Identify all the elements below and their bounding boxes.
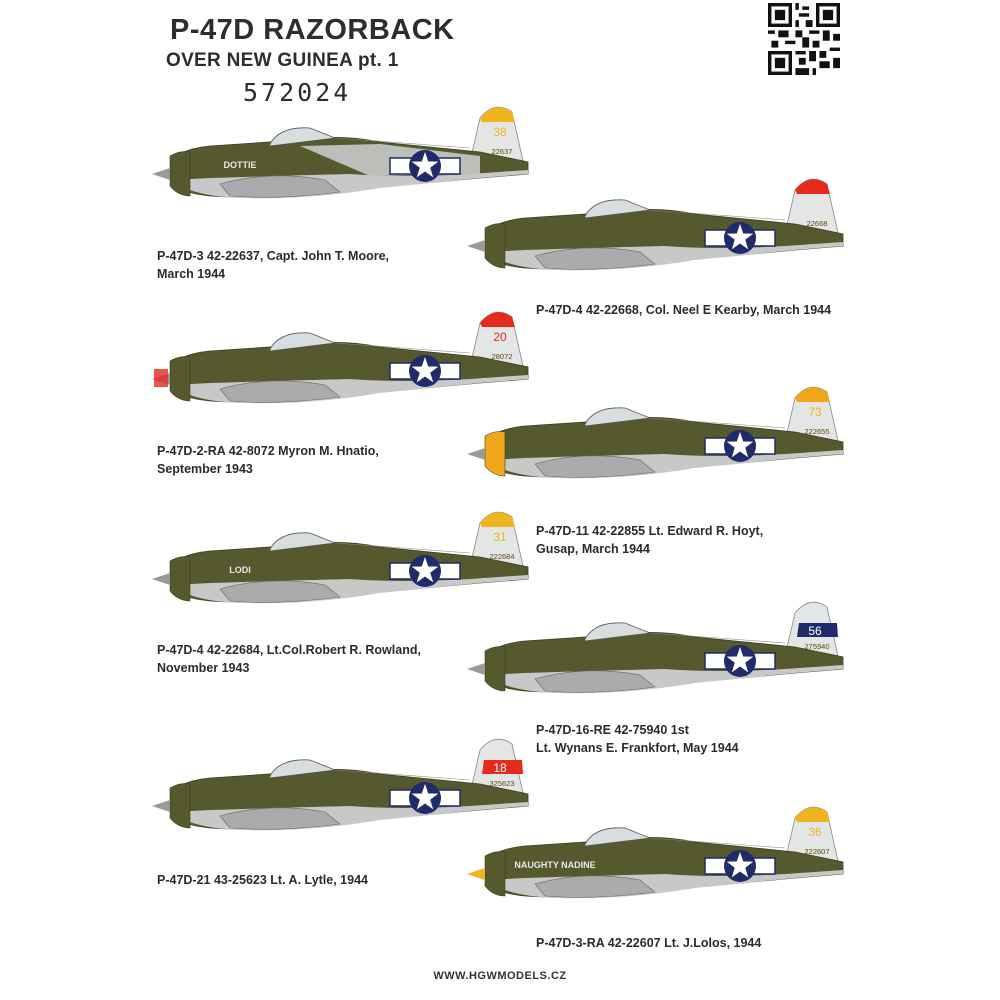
tail-serial: 222655 (804, 427, 830, 436)
cowling (170, 557, 190, 602)
propeller-spinner (152, 168, 170, 180)
nose-art-text: LODI (229, 565, 251, 575)
tail-tip (795, 179, 830, 194)
aircraft-drawing (465, 800, 845, 910)
caption-3: P-47D-2-RA 42-8072 Myron M. Hnatio, September 1943 (157, 444, 379, 476)
caption-4: P-47D-11 42-22855 Lt. Edward R. Hoyt, Gusap, March 1944 (536, 524, 764, 556)
propeller-spinner (152, 800, 170, 812)
tail-number: 73 (808, 405, 822, 419)
tail-serial: 22637 (491, 147, 513, 156)
aircraft-drawing (465, 380, 845, 490)
tail-number: 20 (493, 330, 507, 344)
cowling (485, 432, 505, 477)
propeller-spinner (467, 663, 485, 675)
tail-serial: 28072 (491, 352, 513, 361)
aircraft-drawing (465, 172, 845, 282)
tail-serial: 222684 (489, 552, 515, 561)
cowling (485, 647, 505, 692)
aircraft-drawing (465, 595, 845, 705)
tail-number: 36 (808, 825, 822, 839)
cowling (170, 784, 190, 829)
caption-7: P-47D-21 43-25623 Lt. A. Lytle, 1944 (157, 873, 368, 887)
cowling (485, 224, 505, 269)
tail-tip (480, 312, 515, 327)
tail-number: 18 (493, 761, 507, 775)
tail-serial: 275940 (804, 642, 830, 651)
tail-number: 38 (493, 125, 507, 139)
propeller-spinner (467, 448, 485, 460)
product-code: 572024 (243, 78, 352, 107)
propeller-spinner (467, 240, 485, 252)
aircraft-profile-2 (465, 172, 845, 282)
tail-number: 56 (808, 624, 822, 638)
aircraft-profile-4 (465, 380, 845, 490)
propeller-spinner (467, 868, 485, 880)
aircraft-profile-6 (465, 595, 845, 705)
nose-art-text: NAUGHTY NADINE (514, 860, 596, 870)
cowling (170, 357, 190, 402)
nose-art-text: DOTTIE (223, 160, 257, 170)
page-title: P-47D RAZORBACK (170, 14, 455, 46)
caption-8: P-47D-3-RA 42-22607 Lt. J.Lolos, 1944 (536, 936, 762, 950)
tail-tip (480, 512, 515, 527)
cowling (485, 852, 505, 897)
caption-6: P-47D-16-RE 42-75940 1st Lt. Wynans E. Frankfort, May 1944 (536, 723, 739, 755)
tail-serial: 325623 (489, 779, 515, 788)
propeller-spinner (152, 573, 170, 585)
caption-5: P-47D-4 42-22684, Lt.Col.Robert R. Rowland, November 1943 (157, 643, 421, 675)
tail-tip (795, 807, 830, 822)
tail-tip (480, 107, 515, 122)
nose-stripes (154, 369, 168, 387)
cowling (170, 152, 190, 197)
aircraft-profile-8 (465, 800, 845, 910)
tail-number: 31 (493, 530, 507, 544)
tail-serial: 222607 (804, 847, 830, 856)
caption-1: P-47D-3 42-22637, Capt. John T. Moore, March 1944 (157, 249, 390, 281)
tail-serial: 22668 (806, 219, 828, 228)
caption-2: P-47D-4 42-22668, Col. Neel E Kearby, March 1944 (536, 303, 832, 317)
page-subtitle: OVER NEW GUINEA pt. 1 (166, 50, 399, 71)
website-footer: WWW.HGWMODELS.CZ (433, 970, 567, 982)
qr-code-icon (768, 3, 840, 75)
tail-tip (795, 387, 830, 402)
